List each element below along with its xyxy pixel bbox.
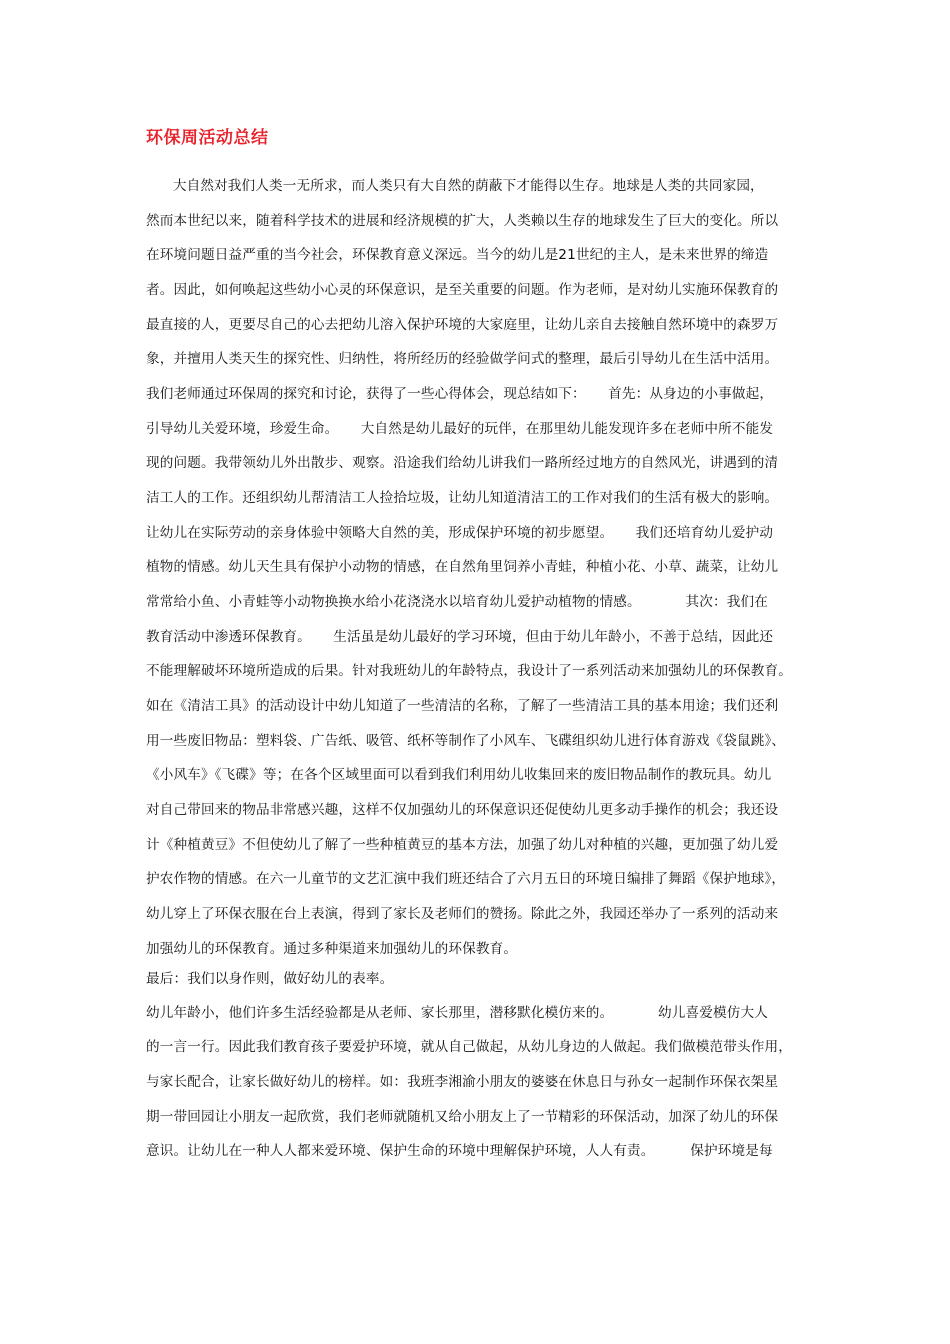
body-line: 植物的情感。幼儿天生具有保护小动物的情感，在自然角里饲养小青蛙，种植小花、小草、蔬菜，让幼儿 xyxy=(146,559,779,575)
body-line: 现的问题。我带领幼儿外出散步、观察。沿途我们给幼儿讲我们一路所经过地方的自然风光，讲遇到的清 xyxy=(146,455,779,471)
body-line: 用一些废旧物品：塑料袋、广告纸、吸管、纸杯等制作了小风车、飞碟组织幼儿进行体育游戏《袋鼠跳》、 xyxy=(146,733,786,749)
body-line: 不能理解破坏环境所造成的后果。针对我班幼儿的年龄特点，我设计了一系列活动来加强幼儿的环保教育。 xyxy=(146,663,792,679)
body-line: 与家长配合，让家长做好幼儿的榜样。如：我班李湘渝小朋友的婆婆在休息日与孙女一起制作环保衣架星 xyxy=(146,1074,779,1090)
body-line: 最直接的人，更要尽自己的心去把幼儿溶入保护环境的大家庭里，让幼儿亲自去接触自然环境中的森罗万 xyxy=(146,317,779,333)
body-line: 洁工人的工作。还组织幼儿帮清洁工人捡拾垃圾，让幼儿知道清洁工的工作对我们的生活有极大的影响。 xyxy=(146,490,779,506)
body-line: 在环境问题日益严重的当今社会，环保教育意义深远。当今的幼儿是21世纪的主人，是未来世界的缔造 xyxy=(146,247,769,263)
body-line: 教育活动中渗透环保教育。 生活虽是幼儿最好的学习环境，但由于幼儿年龄小，不善于总结，因此还 xyxy=(146,629,774,645)
body-line: 护农作物的情感。在六一儿童节的文艺汇演中我们班还结合了六月五日的环境日编排了舞蹈《保护地球》， xyxy=(146,871,786,887)
body-line: 然而本世纪以来，随着科学技术的进展和经济规模的扩大，人类赖以生存的地球发生了巨大的变化。所以 xyxy=(146,213,779,229)
body-line: 的一言一行。因此我们教育孩子要爱护环境，就从自己做起，从幼儿身边的人做起。我们做模范带头作用， xyxy=(146,1039,792,1055)
body-line: 加强幼儿的环保教育。通过多种渠道来加强幼儿的环保教育。 xyxy=(146,941,518,957)
body-line: 常常给小鱼、小青蛙等小动物换换水给小花浇浇水以培育幼儿爱护动植物的情感。 其次：我们在 xyxy=(146,594,768,610)
body-line: 如在《清洁工具》的活动设计中幼儿知道了一些清洁的名称，了解了一些清洁工具的基本用途；我们还利 xyxy=(146,698,779,714)
body-line: 让幼儿在实际劳动的亲身体验中领略大自然的美，形成保护环境的初步愿望。 我们还培育幼儿爱护动 xyxy=(146,525,774,541)
body-line: 者。因此，如何唤起这些幼小心灵的环保意识，是至关重要的问题。作为老师，是对幼儿实施环保教育的 xyxy=(146,282,779,298)
body-line: 大自然对我们人类一无所求，而人类只有大自然的荫蔽下才能得以生存。地球是人类的共同家园， xyxy=(146,178,764,194)
body-line: 对自己带回来的物品非常感兴趣，这样不仅加强幼儿的环保意识还促使幼儿更多动手操作的机会；我还设 xyxy=(146,802,779,818)
body-line: 幼儿穿上了环保衣服在台上表演，得到了家长及老师们的赞扬。除此之外，我园还举办了一系列的活动来 xyxy=(146,906,779,922)
document-title: 环保周活动总结 xyxy=(146,128,269,148)
body-line: 期一带回园让小朋友一起欣赏，我们老师就随机又给小朋友上了一节精彩的环保活动，加深了幼儿的环保 xyxy=(146,1109,779,1125)
body-line: 引导幼儿关爱环境，珍爱生命。 大自然是幼儿最好的玩伴，在那里幼儿能发现许多在老师中所不能发 xyxy=(146,421,774,437)
body-line: 最后：我们以身作则，做好幼儿的表率。 xyxy=(146,971,394,987)
body-line: 计《种植黄豆》不但使幼儿了解了一些种植黄豆的基本方法，加强了幼儿对种植的兴趣，更加强了幼儿爱 xyxy=(146,837,779,853)
body-line: 象，并擅用人类天生的探究性、归纳性，将所经历的经验做学问式的整理，最后引导幼儿在生活中活用。 xyxy=(146,351,779,367)
body-line: 幼儿年龄小，他们许多生活经验都是从老师、家长那里，潜移默化模仿来的。 幼儿喜爱模仿大人 xyxy=(146,1005,768,1021)
body-line: 《小风车》《飞碟》等；在各个区域里面可以看到我们利用幼儿收集回来的废旧物品制作的教玩具。幼儿 xyxy=(146,767,772,783)
body-line: 意识。让幼儿在一种人人都来爱环境、保护生命的环境中理解保护环境，人人有责。 保护环境是每 xyxy=(146,1143,773,1159)
body-line: 我们老师通过环保周的探究和讨论，获得了一些心得体会，现总结如下： 首先：从身边的小事做起， xyxy=(146,386,774,402)
